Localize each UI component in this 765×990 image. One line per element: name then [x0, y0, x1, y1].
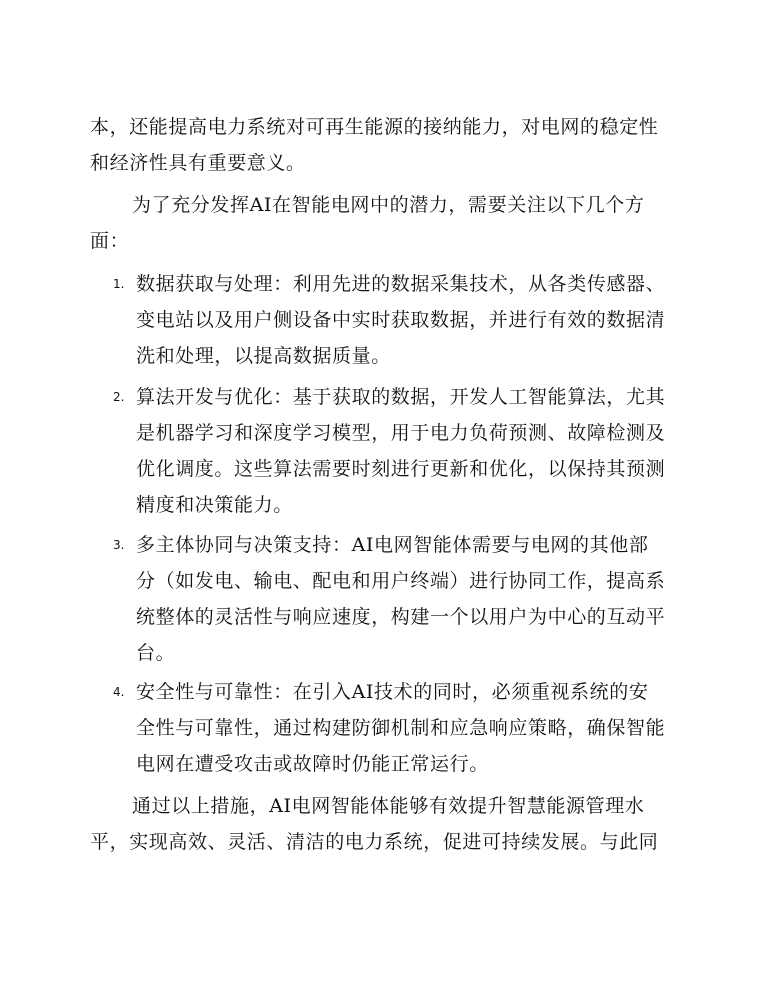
- text-line: 优化调度。这些算法需要时刻进行更新和优化，以保持其预测: [136, 458, 666, 480]
- text-line: 安全性与可靠性：在引入AI技术的同时，必须重视系统的安: [136, 681, 649, 703]
- text-line: 为了充分发挥AI在智能电网中的潜力，需要关注以下几个方: [132, 194, 645, 216]
- text-line: 面：: [90, 230, 130, 252]
- text-line: 全性与可靠性，通过构建防御机制和应急响应策略，确保智能: [136, 717, 666, 739]
- text-line: 和经济性具有重要意义。: [90, 152, 306, 174]
- text-line: 平，实现高效、灵活、清洁的电力系统，促进可持续发展。与此同: [90, 831, 659, 853]
- text-line: 精度和决策能力。: [136, 494, 293, 516]
- paragraph-aspects-intro: [90, 187, 690, 259]
- list-number: 1.: [113, 277, 125, 291]
- paragraph-conclusion: [90, 788, 690, 860]
- text-line: 台。: [136, 642, 176, 664]
- text-line: 变电站以及用户侧设备中实时获取数据，并进行有效的数据清: [136, 309, 666, 331]
- text-line: 分（如发电、输电、配电和用户终端）进行协同工作，提高系: [136, 570, 666, 592]
- list-number: 4.: [113, 685, 125, 699]
- text-line: 统整体的灵活性与响应速度，构建一个以用户为中心的互动平: [136, 606, 666, 628]
- text-line: 多主体协同与决策支持：AI电网智能体需要与电网的其他部: [136, 534, 649, 556]
- paragraph-intro: [90, 109, 690, 181]
- text-line: 数据获取与处理：利用先进的数据采集技术，从各类传感器、: [136, 273, 666, 295]
- text-line: 本，还能提高电力系统对可再生能源的接纳能力，对电网的稳定性: [90, 116, 659, 138]
- list-number: 3.: [113, 538, 125, 552]
- text-line: 算法开发与优化：基于获取的数据，开发人工智能算法，尤其: [136, 386, 666, 408]
- text-line: 是机器学习和深度学习模型，用于电力负荷预测、故障检测及: [136, 422, 666, 444]
- text-line: 电网在遭受攻击或故障时仍能正常运行。: [136, 753, 489, 775]
- list-number: 2.: [113, 390, 125, 404]
- text-line: 通过以上措施，AI电网智能体能够有效提升智慧能源管理水: [132, 795, 645, 817]
- text-line: 洗和处理，以提高数据质量。: [136, 345, 391, 367]
